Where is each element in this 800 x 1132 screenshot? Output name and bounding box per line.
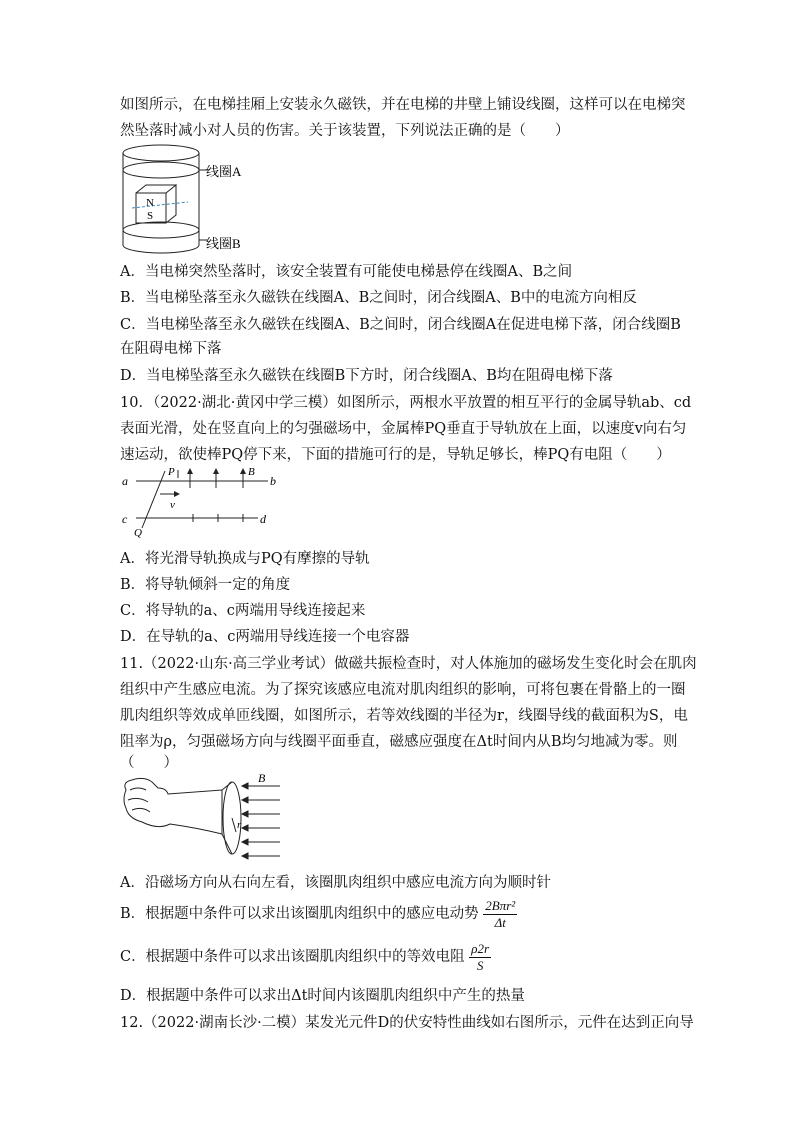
q10-rails-figure bbox=[118, 466, 278, 539]
q10-fig-a-label: a bbox=[122, 474, 128, 488]
q11-option-a: A．沿磁场方向从右向左看，该圈肌肉组织中感应电流方向为顺时针 bbox=[120, 875, 551, 891]
q9-fig-coil-a-label: 线圈A bbox=[206, 164, 242, 179]
q10-option-c: C．将导轨的a、c两端用导线连接起来 bbox=[120, 603, 366, 619]
q10-fig-p-label: P bbox=[168, 466, 175, 478]
q9-stem-line1: 如图所示，在电梯挂厢上安装永久磁铁，并在电梯的井壁上铺设线圈，这样可以在电梯突 bbox=[120, 97, 686, 113]
q10-fig-b-label: b bbox=[270, 474, 276, 488]
q11-stem-line1: 11.（2022·山东·高三学业考试）做磁共振检查时，对人体施加的磁场发生变化时会在肌肉 bbox=[120, 656, 697, 672]
q10-fig-v-label: v bbox=[170, 499, 175, 511]
q11-option-c bbox=[120, 940, 491, 974]
q11-option-b-denominator: Δt bbox=[494, 914, 506, 930]
q10-stem-line3: 速运动，欲使棒PQ停下来，下面的措施可行的是，导轨足够长，棒PQ有电阻（ ） bbox=[120, 447, 671, 463]
q9-elevator-figure bbox=[118, 140, 318, 255]
q11-option-c-numerator: ρ2r bbox=[471, 940, 490, 956]
q11-option-c-fraction bbox=[469, 941, 491, 974]
q11-fig-b-label: B bbox=[258, 771, 266, 785]
q11-stem-line2: 组织中产生感应电流。为了探究该感应电流对肌肉组织的影响，可将包裹在骨骼上的一圈 bbox=[120, 682, 686, 698]
q9-option-c-line1: C．当电梯坠落至永久磁铁在线圈A、B之间时，闭合线圈A在促进电梯下落，闭合线圈B bbox=[120, 317, 681, 333]
q9-option-c-line2: 在阻碍电梯下落 bbox=[120, 341, 222, 357]
q12-stem-line1: 12.（2022·湖南长沙·二模）某发光元件D的伏安特性曲线如右图所示，元件在达到正向导 bbox=[120, 1015, 694, 1031]
q11-option-d: D．根据题中条件可以求出Δt时间内该圈肌肉组织中产生的热量 bbox=[120, 988, 525, 1004]
q9-fig-s-label: S bbox=[147, 210, 154, 222]
q10-fig-c-label: c bbox=[122, 512, 128, 526]
q9-option-a: A．当电梯突然坠落时，该安全装置有可能使电梯悬停在线圈A、B之间 bbox=[120, 264, 573, 280]
q10-option-b: B．将导轨倾斜一定的角度 bbox=[120, 577, 291, 593]
q11-option-b bbox=[120, 897, 517, 931]
q10-stem-line1: 10．（2022·湖北·黄冈中学三模）如图所示，两根水平放置的相互平行的金属导轨ab、cd bbox=[120, 395, 692, 411]
q10-option-a: A．将光滑导轨换成与PQ有摩擦的导轨 bbox=[120, 551, 370, 567]
q10-fig-b-field-label: B bbox=[248, 466, 255, 478]
q11-stem-line5: （ ） bbox=[120, 755, 178, 771]
q9-option-d: D．当电梯坠落至永久磁铁在线圈B下方时，闭合线圈A、B均在阻碍电梯下落 bbox=[120, 368, 613, 384]
q9-option-b: B．当电梯坠落至永久磁铁在线圈A、B之间时，闭合线圈A、B中的电流方向相反 bbox=[120, 290, 637, 306]
q11-stem-line4: 阻率为ρ，匀强磁场方向与线圈平面垂直，磁感应强度在Δt时间内从B均匀地减为零。则 bbox=[120, 734, 678, 750]
q11-arm-figure bbox=[118, 772, 288, 867]
q11-option-b-numerator: 2Bπr² bbox=[485, 897, 516, 913]
q10-option-d: D．在导轨的a、c两端用导线连接一个电容器 bbox=[120, 629, 410, 645]
q11-stem-line3: 肌肉组织等效成单匝线圈，如图所示，若等效线圈的半径为r，线圈导线的截面积为S，电 bbox=[120, 708, 688, 724]
q9-stem-line2: 然坠落时减小对人员的伤害。关于该装置，下列说法正确的是（ ） bbox=[120, 123, 570, 139]
q9-fig-n-label: N bbox=[146, 197, 154, 209]
q10-fig-q-label: Q bbox=[134, 527, 142, 539]
q11-fig-r-label: r bbox=[237, 819, 242, 831]
q10-fig-d-label: d bbox=[260, 512, 266, 526]
q10-stem-line2: 表面光滑，处在竖直向上的匀强磁场中，金属棒PQ垂直于导轨放在上面，以速度v向右匀 bbox=[120, 421, 687, 437]
q11-option-b-fraction bbox=[483, 898, 517, 931]
q11-option-c-text: C．根据题中条件可以求出该圈肌肉组织中的等效电阻 bbox=[120, 949, 465, 965]
q9-fig-coil-b-label: 线圈B bbox=[206, 236, 241, 251]
q11-option-b-text: B．根据题中条件可以求出该圈肌肉组织中的感应电动势 bbox=[120, 906, 479, 922]
q11-option-c-denominator: S bbox=[476, 957, 484, 973]
